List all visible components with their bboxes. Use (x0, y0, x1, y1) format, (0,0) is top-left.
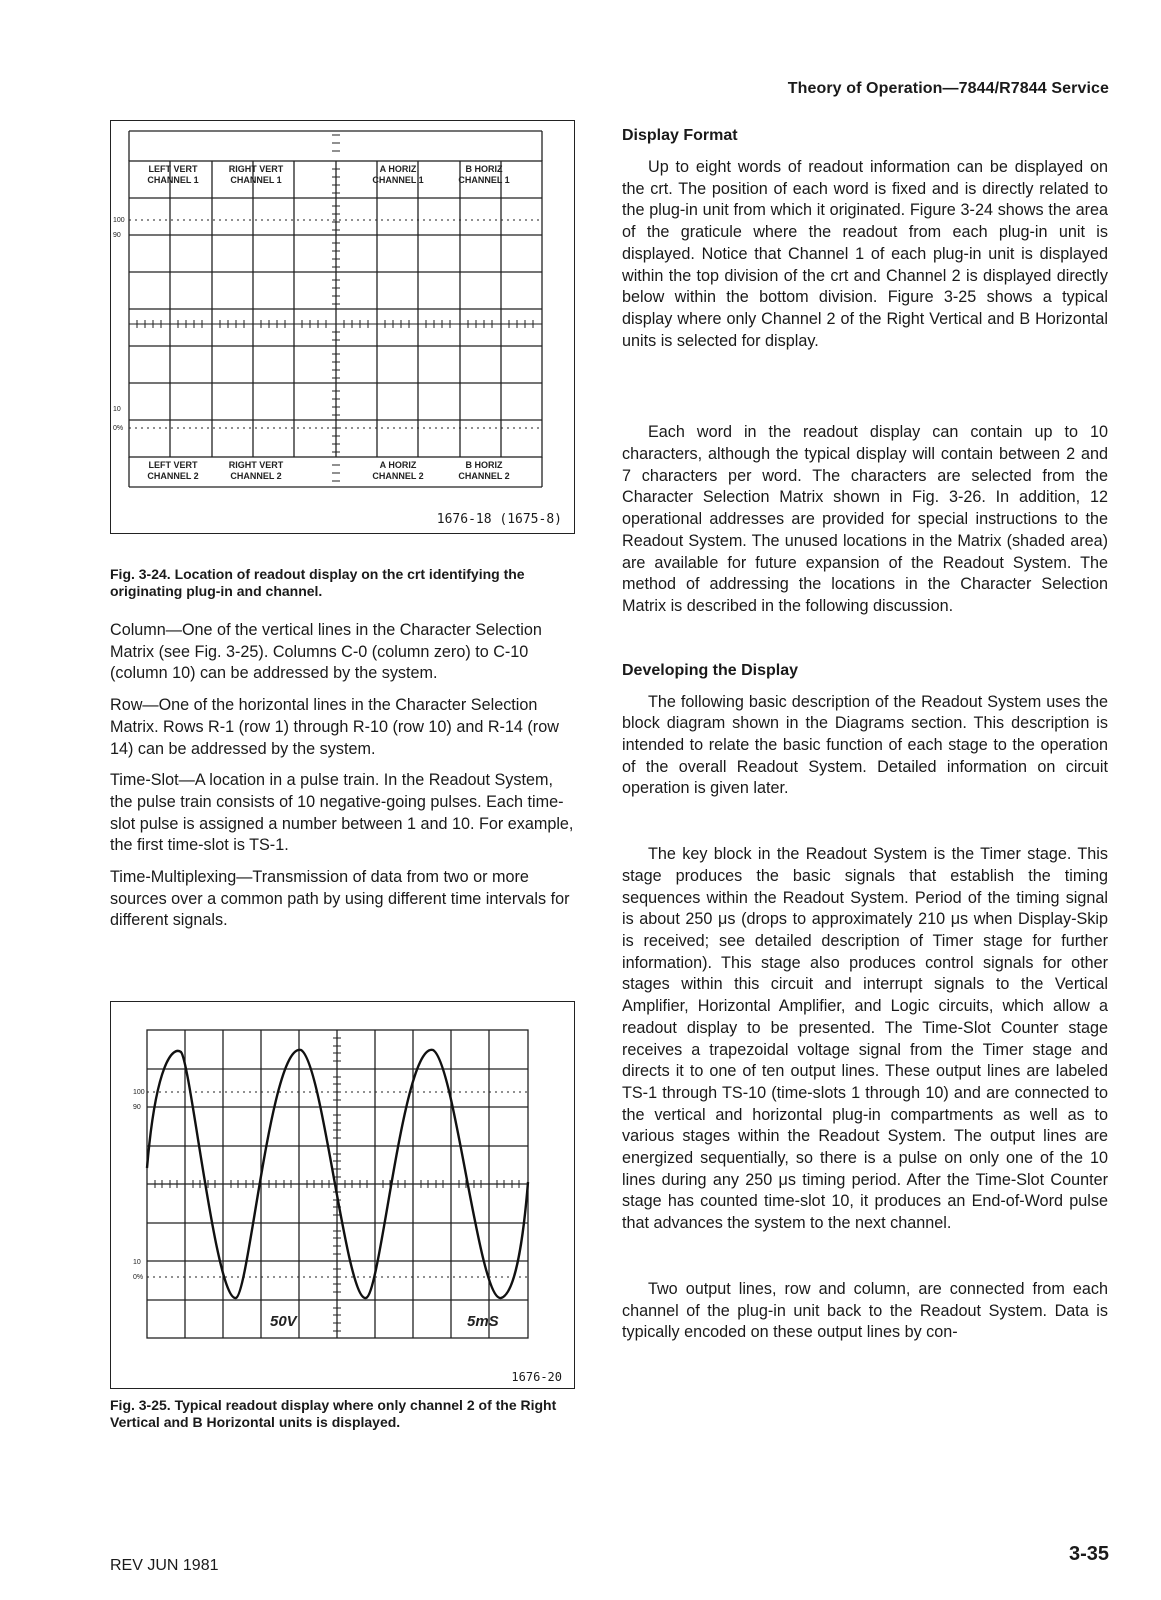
typical-readout-display (111, 1002, 573, 1388)
running-head: Theory of Operation—7844/R7844 Service (787, 80, 1109, 97)
figure-id: 1676-20 (511, 1370, 562, 1385)
top-label-3-line-2: CHANNEL 1 (372, 175, 424, 185)
definition-column: Column—One of the vertical lines in the Character Selection Matrix (see Fig. 3-25). Columns C-0 (column zero) to C-10 (column 10) can be addressed by the system. (110, 621, 542, 683)
top-label-1-line-2: CHANNEL 1 (147, 175, 199, 185)
top-label-4-line-1: B HORIZ (465, 164, 503, 174)
left-column (110, 120, 575, 1431)
bottom-label-1-line-1: LEFT VERT (148, 460, 198, 470)
bottom-label-4-line-1: B HORIZ (465, 460, 503, 470)
bottom-label-2-line-2: CHANNEL 2 (230, 471, 282, 481)
scale-100-label: 100 (133, 1089, 145, 1097)
bottom-label-3-line-1: A HORIZ (379, 460, 417, 470)
top-label-2-line-2: CHANNEL 1 (230, 175, 282, 185)
bottom-label-4-line-2: CHANNEL 2 (458, 471, 510, 481)
scale-0-label: 0% (133, 1274, 144, 1282)
top-label-3-line-1: A HORIZ (379, 164, 417, 174)
top-label-1-line-1: LEFT VERT (148, 164, 198, 174)
section-heading-display-format: Display Format (622, 127, 738, 144)
figure-caption: Fig. 3-25. Typical readout display where only channel 2 of the Right Vertical and B Horizontal units is displayed. (110, 1397, 557, 1431)
developing-paragraph-2: The key block in the Readout System is the Timer stage. This stage produces the basic signals that establish the timing sequences within the Readout System. Period of the timing signal is about 250 μs (drops to approximately 210 μs when Display-Skip is received; see detailed description of Timer stage for further information). This stage also produces control signals for other stages within this circuit and interrupt signals to the Vertical Amplifier, Horizontal Amplifier, and Logic circuits, which allow a readout display to be presented. The Time-Slot Counter stage receives a trapezoidal voltage signal from the Timer stage and directs it to one of ten output lines. These output lines are labeled TS-1 through TS-10 (time-slots 1 through 10) and are connected to the vertical and horizontal plug-in compartments as well as to various stages within the Readout System. The output lines are energized sequentially, so there is a pulse on only one of the 10 lines during any 250 μs timing period. After the Time-Slot Counter stage has counted time-slot 10, it produces an End-of-Word pulse that advances the system to the next channel. (622, 845, 1108, 1233)
bottom-label-2-line-1: RIGHT VERT (228, 460, 284, 470)
scale-10-label: 10 (133, 1259, 141, 1267)
right-column (622, 127, 1108, 1344)
readout-time-per-div: 5mS (467, 1313, 499, 1331)
top-label-4-line-2: CHANNEL 1 (458, 175, 510, 185)
readout-location-graticule (111, 121, 573, 533)
definition-time-multiplexing: Time-Multiplexing—Transmission of data from two or more sources over a common path by using different time intervals for different signals. (110, 868, 570, 930)
figure-id: 1676-18 (1675-8) (436, 512, 562, 527)
scale-90-label: 90 (133, 1104, 141, 1112)
section-heading-developing-display: Developing the Display (622, 661, 799, 679)
developing-paragraph-3: Two output lines, row and column, are connected from each channel of the plug-in unit back to the Readout System. Data is typically encoded on these output lines by con- (622, 1279, 1108, 1342)
scale-10-label: 10 (113, 406, 121, 413)
display-format-paragraph-2: Each word in the readout display can contain up to 10 characters, although the typical display will contain between 2 and 7 characters per word. The characters are selected from the Character Selection Matrix shown in Fig. 3-26. In addition, 12 operational addresses are provided for special instructions to the Readout System. The unused locations in the Matrix (shaded area) are available for future expansion of the Readout System. The method of addressing the locations in the Character Selection Matrix is described in the following discussion. (622, 423, 1108, 615)
scale-0-label: 0% (113, 425, 124, 432)
figure-caption: Fig. 3-24. Location of readout display on the crt identifying the originating plug-in and channel. (110, 566, 525, 599)
definition-row: Row—One of the horizontal lines in the Character Selection Matrix. Rows R-1 (row 1) through R-10 (row 10) and R-14 (row 14) can be addressed by the system. (110, 696, 559, 758)
developing-paragraph-1: The following basic description of the Readout System uses the block diagram shown in the Diagrams section. This description is intended to relate the basic function of each stage to the operation of the overall Readout System. Detailed information on circuit operation is given later. (622, 692, 1108, 798)
scale-90-label: 90 (113, 232, 121, 239)
page-number: 3-35 (1068, 1543, 1109, 1565)
bottom-label-1-line-2: CHANNEL 2 (147, 471, 199, 481)
revision-date: REV JUN 1981 (110, 1557, 219, 1574)
bottom-label-3-line-2: CHANNEL 2 (372, 471, 424, 481)
scale-100-label: 100 (113, 217, 125, 224)
top-label-2-line-1: RIGHT VERT (228, 164, 284, 174)
display-format-paragraph-1: Up to eight words of readout information can be displayed on the crt. The position of each word is fixed and is directly related to the plug-in unit from which it originated. Figure 3-24 shows the area of the graticule where the readout from each plug-in unit is displayed. Notice that Channel 1 of each plug-in unit is displayed within the top division of the crt and Channel 2 is displayed directly below within the bottom division. Figure 3-25 shows a typical display where only Channel 2 of the Right Vertical and B Horizontal units is selected for display. (622, 158, 1108, 350)
figure-3-24 (110, 120, 575, 534)
readout-volts-per-div: 50V (270, 1313, 297, 1331)
figure-3-25 (110, 1001, 575, 1389)
definition-time-slot: Time-Slot—A location in a pulse train. In the Readout System, the pulse train consists of 10 negative-going pulses. Each time-slot pulse is assigned a number between 1 and 10. For example, the first time-slot is TS-1. (110, 771, 574, 855)
